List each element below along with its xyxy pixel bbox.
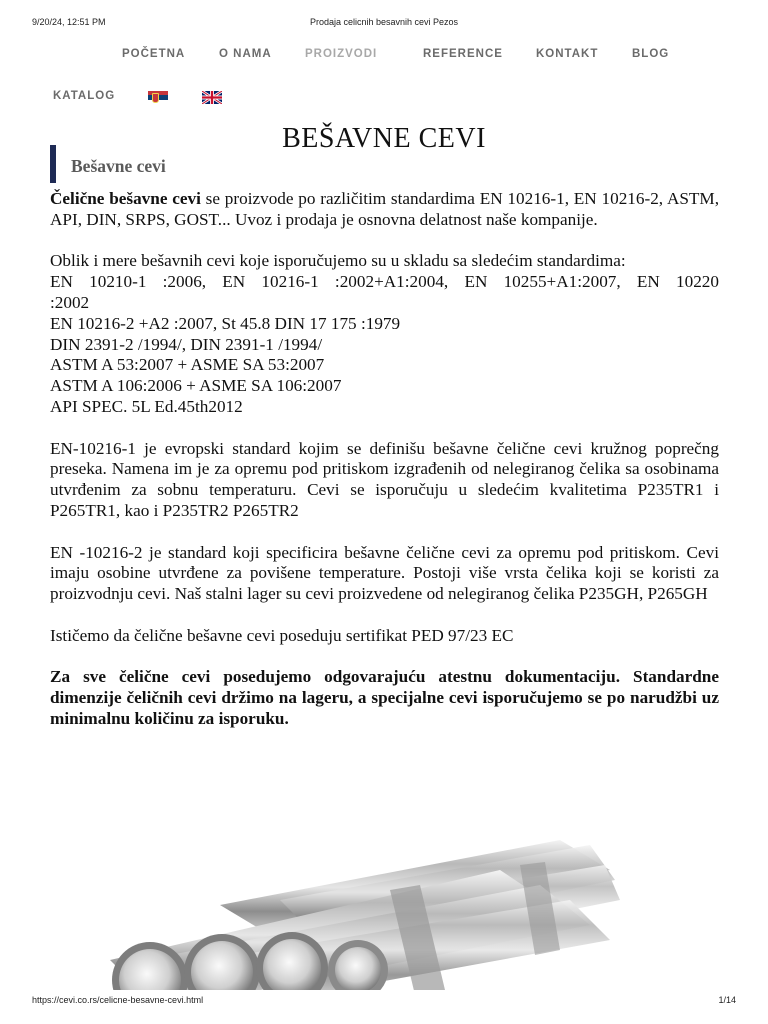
paragraph-en10216-1: EN-10216-1 je evropski standard kojim se definišu bešavne čelične cevi kružnog poprečng preseka. Namena im je za opremu pod pritiskom izgrađenih od nelegiranog čelika sa osobinama utvrđenim za sobnu temperaturu. Cevi se isporučuju u sledećim kvalitetima P235TR1 i P265TR1, kao i P235TR2 P265TR2 <box>50 438 719 520</box>
print-doc-title: Prodaja celicnih besavnih cevi Pezos <box>309 17 459 27</box>
nav-item-o-nama[interactable]: O NAMA <box>219 48 272 60</box>
standards-line: DIN 2391-2 /1994/, DIN 2391-1 /1994/ <box>50 334 323 354</box>
nav-item-kontakt[interactable]: KONTAKT <box>536 48 599 60</box>
nav-item-blog[interactable]: BLOG <box>632 48 670 60</box>
article-body <box>50 189 719 730</box>
intro-text: se proizvode po različitim standardima EN 10216-1, EN 10216-2, ASTM, API, DIN, SRPS, GOST... Uvoz i prodaja je osnovna delatnost naše kompanije. <box>50 189 719 229</box>
serbian-flag-icon[interactable] <box>148 91 168 104</box>
paragraph-standards <box>50 251 719 417</box>
nav-item-proizvodi[interactable]: PROIZVODI <box>305 48 378 60</box>
standards-line: API SPEC. 5L Ed.45th2012 <box>50 396 243 416</box>
standards-line: EN 10210-1 :2006, EN 10216-1 :2002+A1:2004, EN 10255+A1:2007, EN 10220 <box>50 272 719 292</box>
nav-item-katalog[interactable]: KATALOG <box>53 90 116 102</box>
section-accent-bar <box>50 145 56 183</box>
print-url: https://cevi.co.rs/celicne-besavne-cevi.html <box>32 995 204 1005</box>
standards-line: ASTM A 53:2007 + ASME SA 53:2007 <box>50 355 325 375</box>
main-nav <box>0 48 768 64</box>
paragraph-certificate: Ističemo da čelične bešavne cevi poseduju sertifikat PED 97/23 EC <box>50 625 514 645</box>
nav-item-pocetna[interactable]: POČETNA <box>122 48 186 60</box>
standards-line: EN 10216-2 +A2 :2007, St 45.8 DIN 17 175 :1979 <box>50 313 401 333</box>
steel-pipes-image <box>90 830 620 990</box>
intro-strong-text: Čelične bešavne cevi <box>50 189 201 208</box>
print-datetime: 9/20/24, 12:51 PM <box>32 17 106 27</box>
nav-item-reference[interactable]: REFERENCE <box>423 48 503 60</box>
secondary-nav <box>0 90 768 106</box>
section-title: Bešavne cevi <box>71 156 166 176</box>
standards-intro: Oblik i mere bešavnih cevi koje isporučujemo su u skladu sa sledećim standardima: <box>50 251 626 271</box>
paragraph-documentation <box>50 667 719 729</box>
paragraph-en10216-2: EN -10216-2 je standard koji specificira bešavne čelične cevi za opremu pod pritiskom. Cevi imaju osobine utvrđene za povišene temperature. Postoji više vrsta čelika koji se koristi za proizvodnju cevi. Naš stalni lager su cevi proizvedene od nelegiranog čelika P235GH, P265GH <box>50 542 719 604</box>
paragraph-intro <box>50 189 719 231</box>
documentation-strong-text: Za sve čelične cevi posedujemo odgovarajuću atestnu dokumentaciju. Standardne dimenzije čeličnih cevi držimo na lageru, a specijalne cevi isporučujemo se po narudžbi uz minimalnu količinu za isporuku. <box>50 667 719 728</box>
print-page-number: 1/14 <box>718 995 736 1005</box>
uk-flag-graphic <box>202 91 222 104</box>
steel-pipes-graphic <box>90 830 620 990</box>
uk-flag-icon[interactable] <box>202 91 222 104</box>
standards-line: ASTM A 106:2006 + ASME SA 106:2007 <box>50 376 342 396</box>
standards-line: :2002 <box>50 292 90 312</box>
print-footer <box>0 995 768 1007</box>
page-title: BEŠAVNE CEVI <box>282 122 486 154</box>
print-header <box>0 17 768 29</box>
